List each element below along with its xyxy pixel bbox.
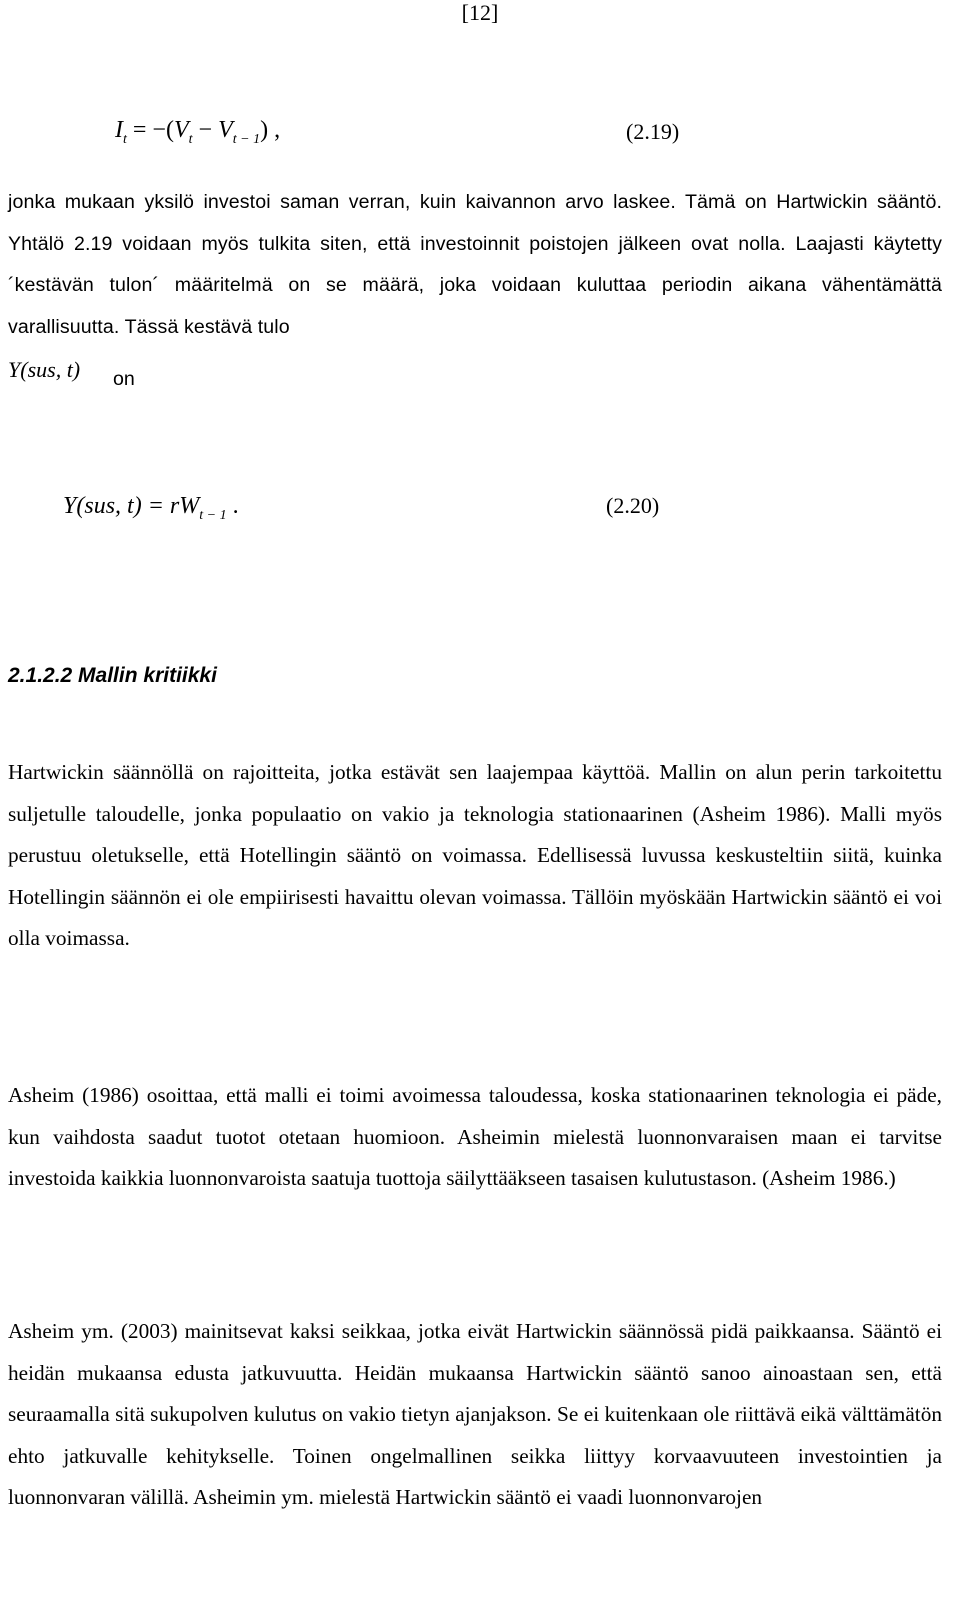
equation-number-2-19: (2.19) (626, 119, 680, 144)
expr-symbol: Y (8, 357, 21, 382)
page-number: [12] (461, 0, 499, 25)
inline-expression-income (8, 355, 80, 385)
paragraph-model-critique: Hartwickin säännöllä on rajoitteita, jotka estävät sen laajempaa käyttöä. Mallin on alun perin tarkoitettu suljetulle taloudelle, jonka populaatio on vakio ja teknologia stationaarinen (Asheim 1986). Malli myös perustuu oletukselle, että Hotellingin sääntö on voimassa. Edellisessä luvussa keskusteltiin siitä, kuinka Hotellingin säännön ei ole empiirisesti havaittu olevan voimassa. Tällöin myöskään Hartwickin sääntö ei voi olla voimassa. (8, 760, 942, 950)
inline-word-on: on (113, 368, 135, 390)
eq-args: (sus, t) = (76, 493, 170, 519)
eq-operator: = −( (126, 117, 174, 143)
eq-symbol: V (173, 117, 189, 143)
eq-subscript: t (188, 132, 193, 147)
equation-2-20 (63, 491, 239, 531)
paragraph-hartwick-rule: jonka mukaan yksilö investoi saman verran, kuin kaivannon arvo laskee. Tämä on Hartwickin sääntö. Yhtälö 2.19 voidaan myös tulkita siten, että investoinnit poistojen jälkeen ovat nolla. Laajasti käytetty ´kestävän tulon´ määritelmä on se määrä, joka voidaan kuluttaa periodin aikana vähentämättä varallisuutta. Tässä kestävä tulo (8, 191, 942, 338)
paragraph-asheim-2003: Asheim ym. (2003) mainitsevat kaksi seikkaa, jotka eivät Hartwickin säännössä pidä paikkaansa. Sääntö ei heidän mukaansa edusta jatkuvuutta. Heidän mukaansa Hartwickin sääntö sanoo ainoastaan sen, että seuraamalla sitä sukupolven kulutus on vakio tietyn ajanjakson. Se ei kuitenkaan ole riittävä eikä välttämätön ehto jatkuvalle kehitykselle. Toinen ongelmallinen seikka liittyy korvaavuuteen investointien ja luonnonvaran välillä. Asheimin ym. mielestä Hartwickin sääntö ei vaadi luonnonvarojen (8, 1319, 942, 1509)
eq-subscript: t − 1 (199, 508, 227, 523)
eq-symbol: Y (63, 493, 77, 519)
eq-operator: . (226, 493, 239, 519)
expr-args: (sus, t) (20, 357, 81, 382)
eq-subscript: t (123, 132, 127, 147)
eq-subscript: t − 1 (232, 132, 261, 147)
equation-2-19 (115, 115, 280, 155)
equation-number-2-20: (2.20) (606, 493, 660, 518)
eq-symbol: rW (169, 493, 200, 519)
paragraph-asheim-1986: Asheim (1986) osoittaa, että malli ei toimi avoimessa taloudessa, koska stationaarinen teknologia ei päde, kun vaihdosta saadut tuotot otetaan huomioon. Asheimin mielestä luonnonvaraisen maan ei tarvitse investoida kaikkia luonnonvaroista saatuja tuottoja säilyttääkseen tasaisen kulutustason. (Asheim 1986.) (8, 1083, 942, 1190)
eq-symbol: I (115, 117, 123, 143)
eq-operator: ) , (260, 117, 281, 143)
eq-symbol: V (218, 117, 233, 143)
eq-operator: − (192, 117, 219, 143)
section-heading: 2.1.2.2 Mallin kritiikki (8, 664, 217, 687)
